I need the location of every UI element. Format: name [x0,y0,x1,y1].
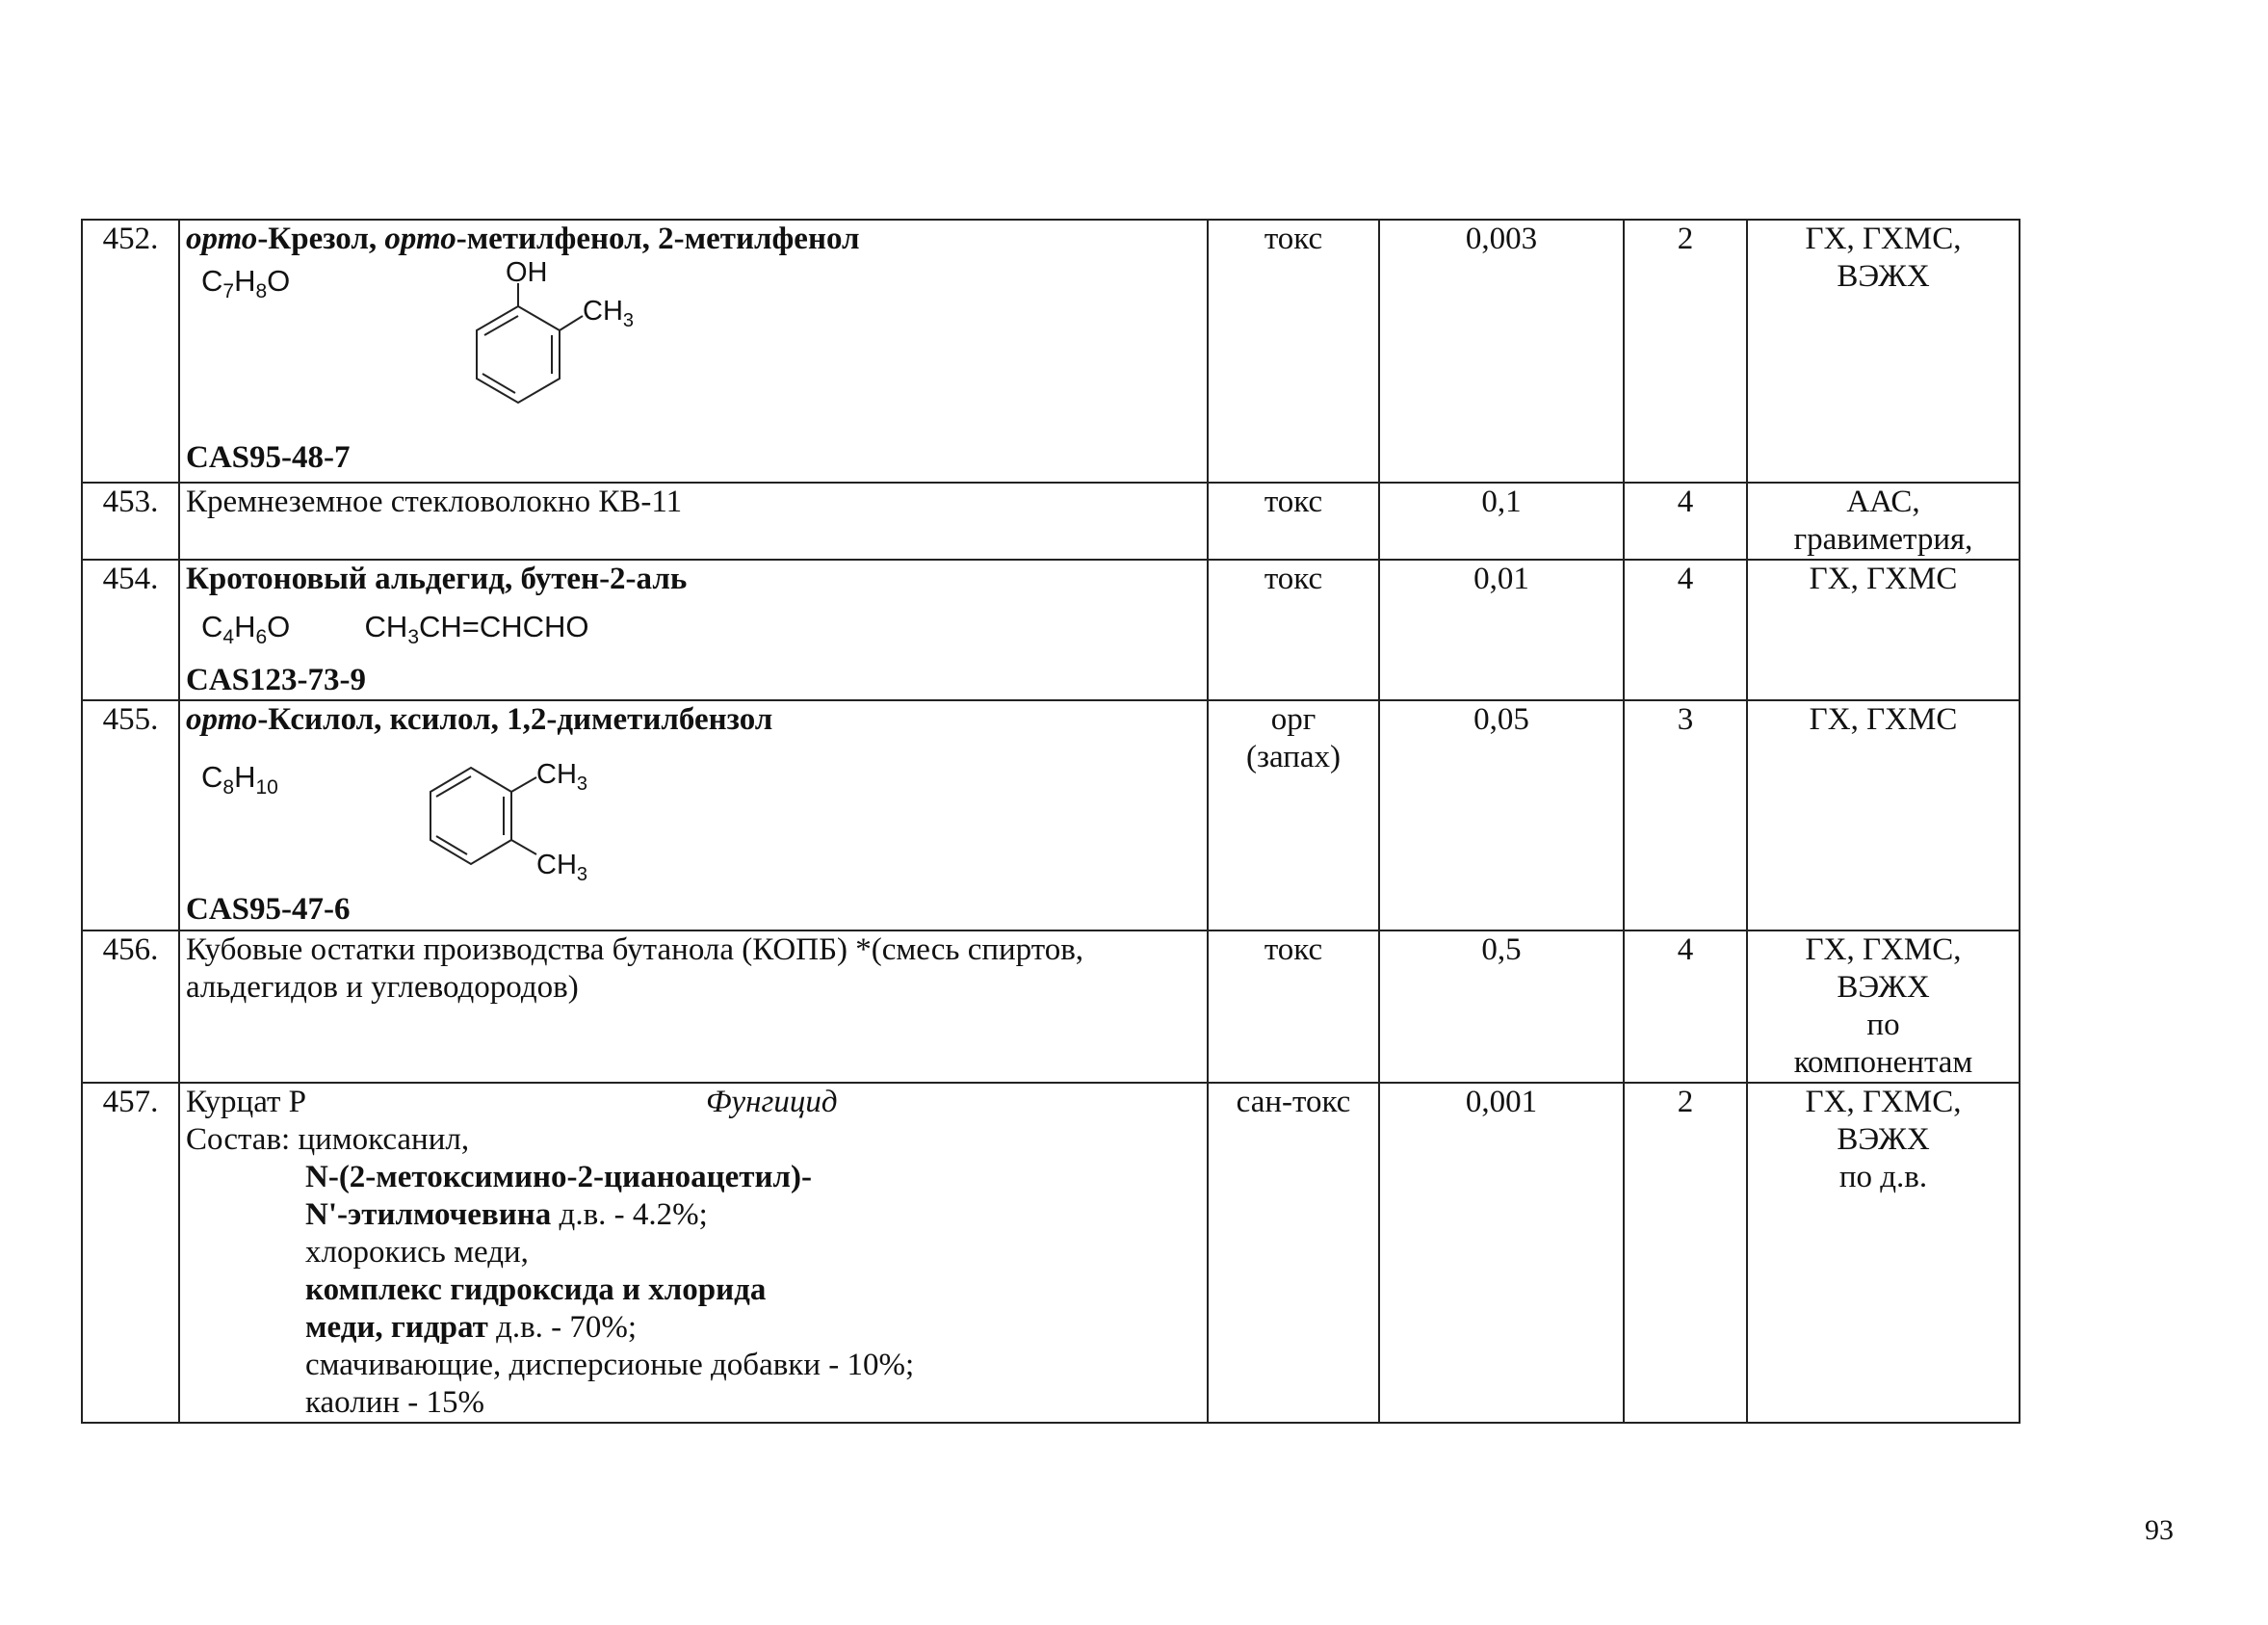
substance-cell [179,700,1208,930]
methyl-label-top: $CH_3$ [536,759,588,796]
methods-cell: ГХ, ГХМС [1747,700,2020,930]
table-row [82,700,2020,930]
cas-number: CAS95-48-7 [186,440,351,475]
hazard-class-cell: 4 [1624,930,1747,1083]
table-row [82,220,2020,483]
active-ingredient-2: комплекс гидроксида и хлорида [305,1272,767,1308]
category-cell: токс [1208,560,1379,700]
chemical-formula: $C_7H_8O$ [201,264,291,303]
hazard-class-cell: 3 [1624,700,1747,930]
ortho-xylene-structure [378,739,629,891]
value-cell: 0,003 [1379,220,1624,483]
category-cell: токс [1208,930,1379,1083]
substances-table [81,219,2020,1424]
value-cell: 0,1 [1379,483,1624,560]
methods-cell: ГХ, ГХМС, ВЭЖХ по компонентам [1747,930,2020,1083]
row-number: 457. [82,1083,179,1423]
table-row [82,1083,2020,1423]
table-row [82,483,2020,560]
value-cell: 0,01 [1379,560,1624,700]
composition-label: Состав: цимоксанил, [186,1122,470,1158]
methods-cell: ГХ, ГХМС, ВЭЖХ [1747,220,2020,483]
value-cell: 0,5 [1379,930,1624,1083]
methods-cell: ГХ, ГХМС [1747,560,2020,700]
chemical-formula: $C_8H_{10}$ [201,760,278,799]
hydroxyl-label: OH [506,258,548,288]
composition-item: хлорокись меди, [305,1235,529,1271]
row-number: 452. [82,220,179,483]
table-row [82,930,2020,1083]
substance-cell [179,560,1208,700]
chemical-formula: $C_4H_6O$ [201,610,291,649]
methyl-label: $CH_3$ [583,296,635,331]
hazard-class-cell: 2 [1624,1083,1747,1423]
methods-cell: ГХ, ГХМС, ВЭЖХ по д.в. [1747,1083,2020,1423]
substance-cell [179,220,1208,483]
category-cell: сан-токс [1208,1083,1379,1423]
active-ingredient-1: N-(2-метоксимино-2-цианоацетил)- [305,1160,812,1195]
hazard-class-cell: 2 [1624,220,1747,483]
methyl-label-bottom: $CH_3$ [536,850,588,886]
category-cell: токс [1208,483,1379,560]
substance-name: Кубовые остатки производства бутанола (КОПБ) *(смесь спиртов, альдегидов и углеводородов) [179,930,1208,1083]
hazard-class-cell: 4 [1624,560,1747,700]
product-type: Фунгицид [706,1085,838,1120]
structural-formula: $CH_3CH=CHCHO$ [364,610,589,649]
substance-name: орто-Ксилол, ксилол, 1,2-диметилбензол [186,702,773,738]
row-number: 456. [82,930,179,1083]
table-row [82,560,2020,700]
hazard-class-cell: 4 [1624,483,1747,560]
substance-cell: Курцат Р Фунгицид Состав: цимоксанил, N-(2-метоксимино-2-цианоацетил)- N'-этилмочевина д.в. - 4.2%; хлорокись меди, комплекс гидроксида и хлорида меди, гидрат д.в. - 70%; смачивающие, дисперсионые добавки - 10%; каолин - 15% [179,1083,1208,1423]
row-number: 454. [82,560,179,700]
value-cell: 0,05 [1379,700,1624,930]
page-number: 93 [2145,1514,2174,1546]
substance-name: Кремнеземное стекловолокно КВ-11 [179,483,1208,560]
substance-name: Кротоновый альдегид, бутен-2-аль [186,562,688,596]
methods-cell: ААС, гравиметрия, [1747,483,2020,560]
substance-name: орто-Крезол, орто-метилфенол, 2-метилфенол [186,222,860,256]
row-number: 453. [82,483,179,560]
composition-item: каолин - 15% [305,1385,485,1421]
composition-item: смачивающие, дисперсионые добавки - 10%; [305,1348,915,1383]
ortho-cresol-structure [417,258,648,439]
category-cell: орг (запах) [1208,700,1379,930]
category-cell: токс [1208,220,1379,483]
substance-name: Курцат Р [186,1085,307,1120]
row-number: 455. [82,700,179,930]
cas-number: CAS123-73-9 [186,663,366,698]
cas-number: CAS95-47-6 [186,892,351,928]
value-cell: 0,001 [1379,1083,1624,1423]
